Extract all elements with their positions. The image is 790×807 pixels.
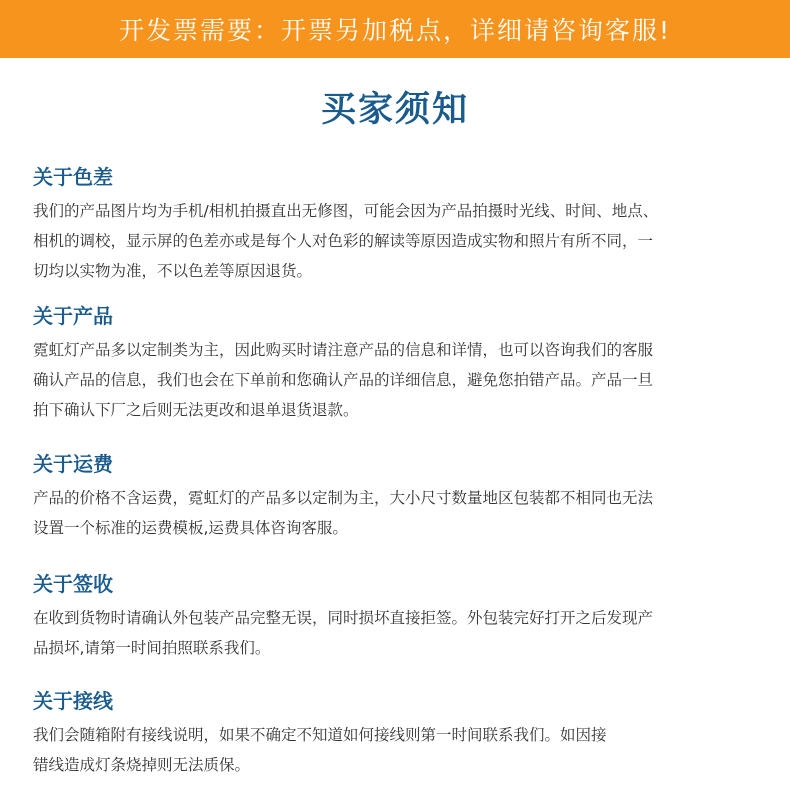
body-line: 相机的调校，显示屏的色差亦或是每个人对色彩的解读等原因造成实物和照片有所不同，一 (33, 232, 654, 250)
top-banner (0, 0, 790, 58)
section-body (33, 483, 768, 543)
body-line: 霓虹灯产品多以定制类为主，因此购买时请注意产品的信息和详情，也可以咨询我们的客服 (33, 341, 654, 359)
section-heading: 关于接线 (33, 689, 113, 713)
section-receipt (33, 571, 768, 663)
section-heading: 关于产品 (33, 304, 113, 328)
body-line: 切均以实物为准，不以色差等原因退货。 (33, 262, 313, 280)
body-line: 设置一个标准的运费模板,运费具体咨询客服。 (33, 519, 348, 537)
body-line: 错线造成灯条烧掉则无法质保。 (33, 756, 251, 774)
body-line: 在收到货物时请确认外包装产品完整无误，同时损坏直接拒签。外包装完好打开之后发现产 (33, 609, 654, 627)
body-line: 品损坏,请第一时间拍照联系我们。 (33, 639, 271, 657)
section-heading: 关于签收 (33, 572, 113, 596)
body-line: 我们的产品图片均为手机/相机拍摄直出无修图，可能会因为产品拍摄时光线、时间、地点、 (33, 202, 659, 220)
section-heading: 关于运费 (33, 452, 113, 476)
body-line: 确认产品的信息，我们也会在下单前和您确认产品的详细信息，避免您拍错产品。产品一旦 (33, 371, 654, 389)
section-body (33, 720, 768, 780)
section-body (33, 196, 768, 286)
section-body (33, 335, 768, 425)
page-title: 买家须知 (320, 90, 469, 130)
section-color-difference (33, 164, 768, 286)
section-heading: 关于色差 (33, 165, 113, 189)
body-line: 拍下确认下厂之后则无法更改和退单退货退款。 (33, 401, 359, 419)
body-line: 产品的价格不含运费，霓虹灯的产品多以定制为主，大小尺寸数量地区包装都不相同也无法 (33, 489, 654, 507)
section-body (33, 603, 768, 663)
section-wiring (33, 688, 768, 780)
body-line: 我们会随箱附有接线说明，如果不确定不知道如何接线则第一时间联系我们。如因接 (33, 726, 607, 744)
banner-text: 开发票需要：开票另加税点，详细请咨询客服! (118, 16, 672, 45)
section-shipping (33, 451, 768, 543)
section-product (33, 303, 768, 425)
